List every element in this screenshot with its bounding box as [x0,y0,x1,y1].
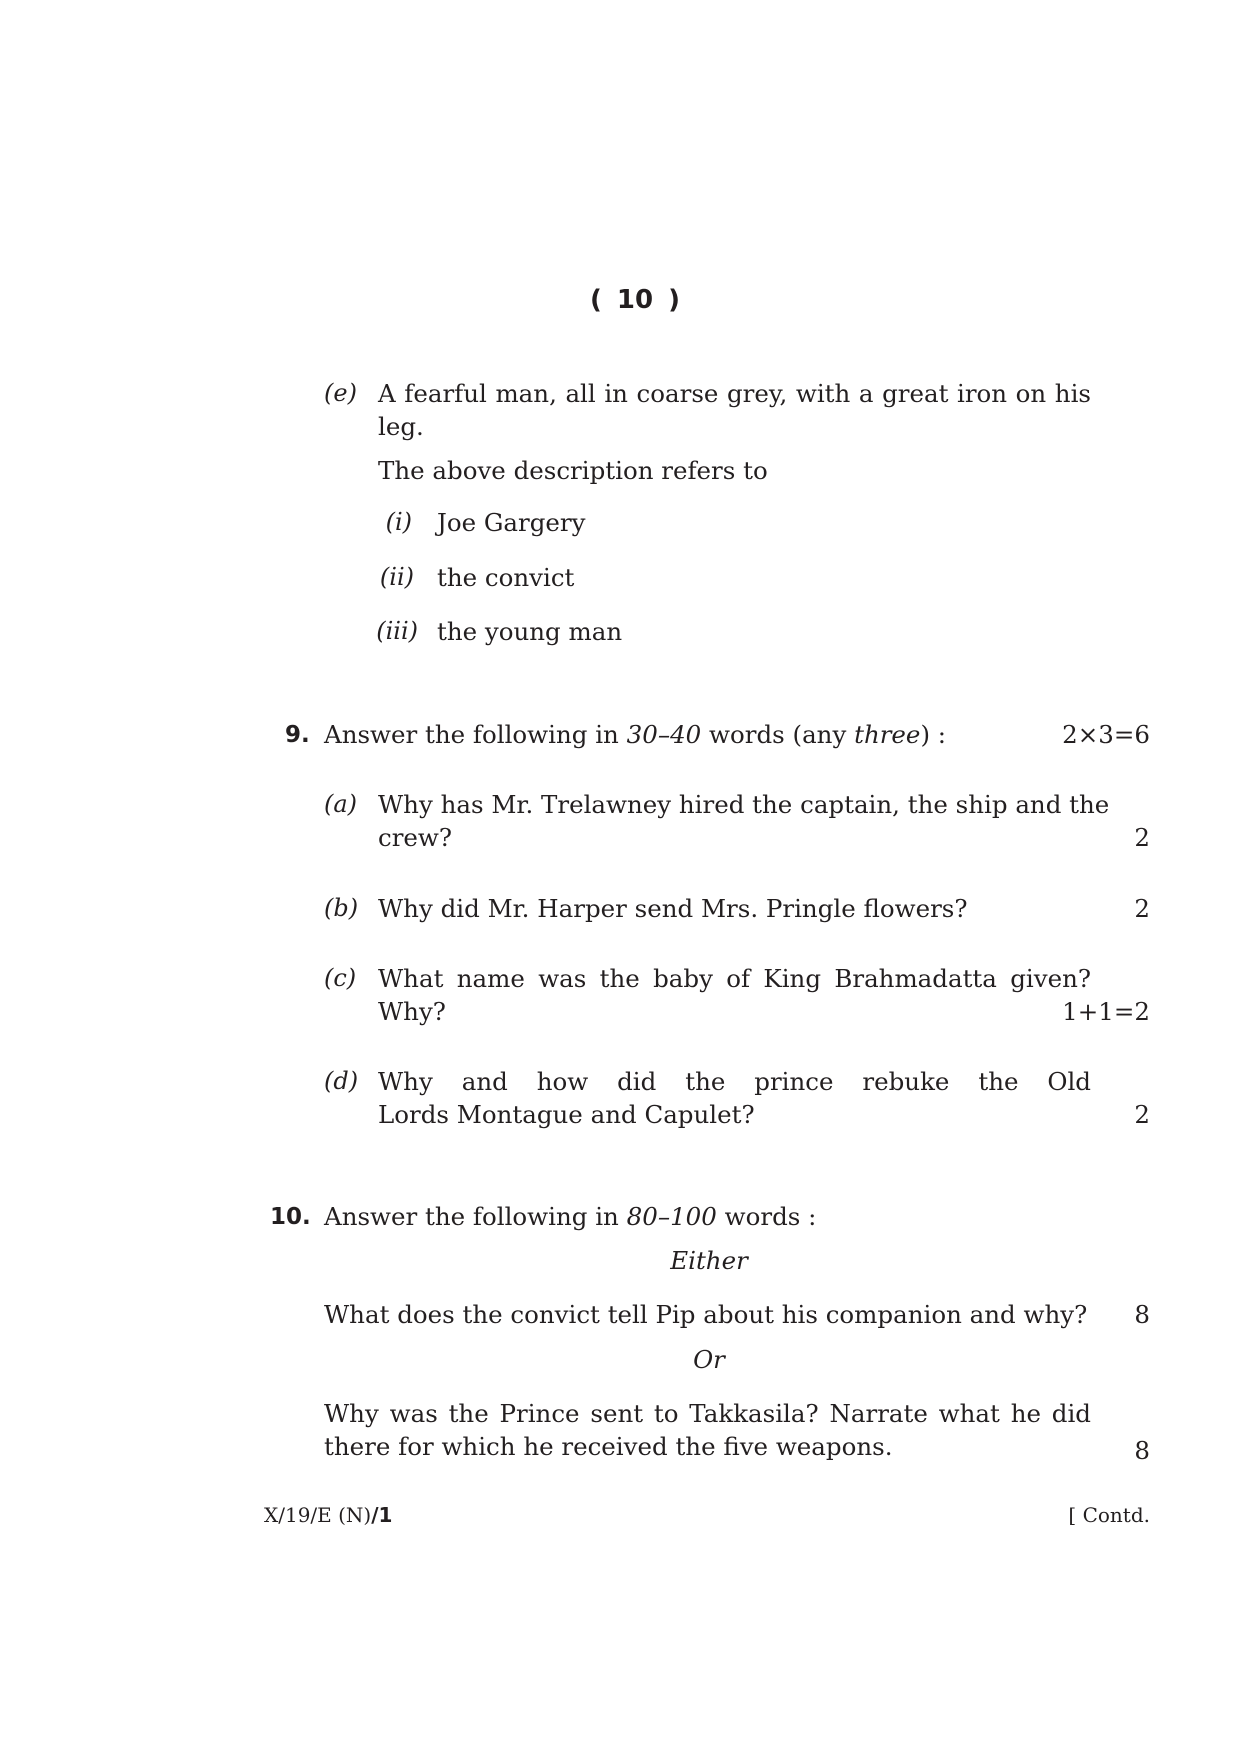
q9-instruction: Answer the following in 30–40 words (any three) : [324,720,947,749]
q9d-label: (d) [324,1067,359,1095]
q9a-marks: 2 [1134,823,1150,852]
q9c-marks: 1+1=2 [1062,997,1150,1026]
q8e-option-3-label: (iii) [376,617,418,645]
q9-number: 9. [285,722,310,748]
continued-note: [ Contd. [1068,1503,1150,1527]
q8e-label: (e) [324,379,357,407]
or-question-line-2: there for which he received the five weapons. [324,1432,893,1461]
q10-number: 10. [270,1204,311,1230]
q9c-line-1: What name was the baby of King Brahmadatta given? [378,964,1091,993]
q9d-line-1: Why and how did the prince rebuke the Old [378,1067,1091,1096]
or-question-line-1: Why was the Prince sent to Takkasila? Narrate what he did [324,1399,1091,1428]
q8e-option-1-label: (i) [385,508,412,536]
paper-code: X/19/E (N)/1 [264,1503,393,1527]
q9a-line-2: crew? [378,823,453,852]
q8e-option-3-text: the young man [437,617,623,646]
q8e-prompt: The above description refers to [378,456,768,485]
either-marks: 8 [1134,1300,1150,1329]
q9d-marks: 2 [1134,1100,1150,1129]
q9c-label: (c) [324,964,357,992]
q9b-line-1: Why did Mr. Harper send Mrs. Pringle flowers? [378,894,968,923]
q9b-marks: 2 [1134,894,1150,923]
or-marks: 8 [1134,1436,1150,1465]
q9d-line-2: Lords Montague and Capulet? [378,1100,755,1129]
q9a-line-1: Why has Mr. Trelawney hired the captain, the ship and the [378,790,1110,819]
q8e-line-1: A fearful man, all in coarse grey, with a great iron on his [378,379,1091,408]
q8e-line-2: leg. [378,412,424,441]
q9-marks: 2×3=6 [1062,720,1150,749]
q8e-option-1-text: Joe Gargery [437,508,586,537]
q9c-line-2: Why? [378,997,446,1026]
q9b-label: (b) [324,894,359,922]
q8e-option-2-label: (ii) [379,563,414,591]
q9a-label: (a) [324,790,358,818]
q8e-option-2-text: the convict [437,563,575,592]
either-question: What does the convict tell Pip about his companion and why? [324,1300,1088,1329]
or-heading: Or [693,1345,725,1374]
page-number: ( 10 ) [589,285,681,315]
q10-instruction: Answer the following in 80–100 words : [324,1202,817,1231]
either-heading: Either [670,1246,748,1275]
